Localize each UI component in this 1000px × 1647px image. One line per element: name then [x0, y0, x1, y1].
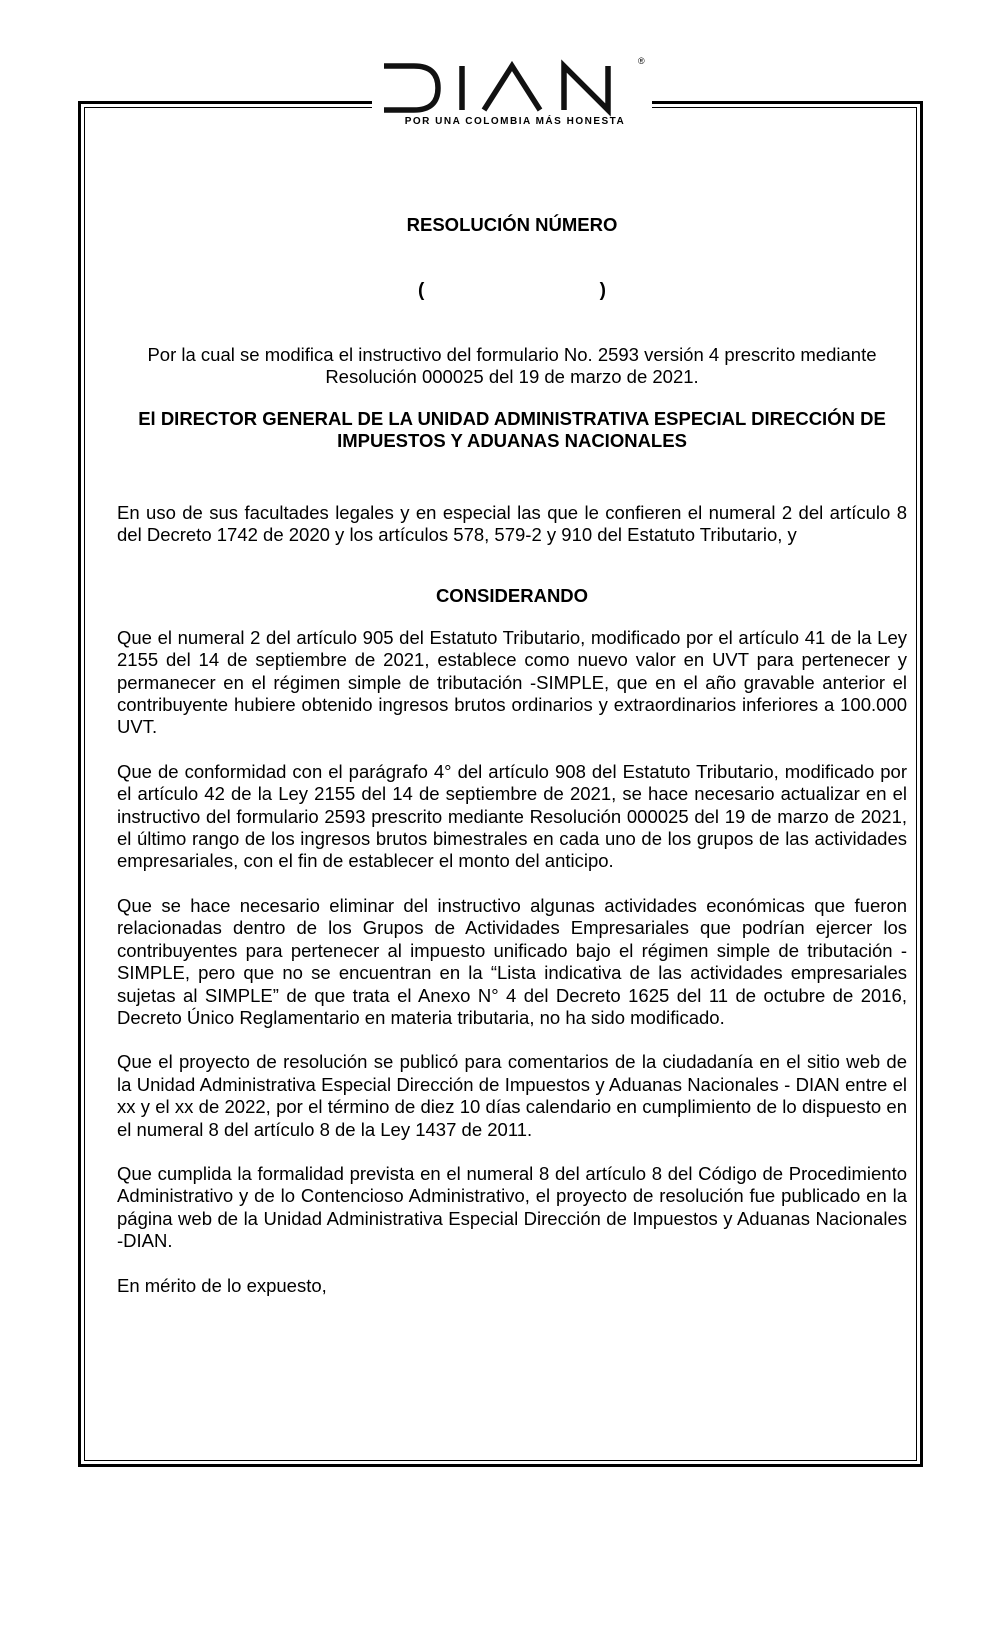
- logo-tagline: POR UNA COLOMBIA MÁS HONESTA: [404, 116, 626, 127]
- resolution-summary: Por la cual se modifica el instructivo del formulario No. 2593 versión 4 prescrito mediante Resolución 000025 del 19 de marzo de 2021.: [147, 344, 877, 387]
- considerando-paragraph: Que el numeral 2 del artículo 905 del Estatuto Tributario, modificado por el artículo 41 de la Ley 2155 del 14 de septiembre de 2021, establece como nuevo valor en UVT para pertenecer y permanecer en el régimen simple de tributación -SIMPLE, que en el año gravable anterior el contribuyente hubiere obtenido ingresos brutos ordinarios y extraordinarios inferiores a 100.000 UVT.: [117, 626, 907, 738]
- considerando-paragraph: Que cumplida la formalidad prevista en el numeral 8 del artículo 8 del Código de Procedimiento Administrativo y de lo Contencioso Administrativo, el proyecto de resolución fue publicado en la página web de la Unidad Administrativa Especial Dirección de Impuestos y Aduanas Nacionales -DIAN.: [117, 1162, 907, 1252]
- considerando-paragraph: Que el proyecto de resolución se publicó para comentarios de la ciudadanía en el sitio web de la Unidad Administrativa Especial Dirección de Impuestos y Aduanas Nacionales - DIAN entre el xx y el xx de 2022, por el término de diez 10 días calendario en cumplimiento de lo dispuesto en el numeral 8 del artículo 8 de la Ley 1437 de 2011.: [117, 1051, 907, 1140]
- considerando-paragraph: Que se hace necesario eliminar del instructivo algunas actividades económicas que fueron relacionadas dentro de los Grupos de Actividades Empresariales que podrían ejercer los contribuyentes para pertenecer al impuesto unificado bajo el régimen simple de tributación -SIMPLE, pero que no se encuentran en la “Lista indicativa de las actividades empresariales sujetas al SIMPLE” de que trata el Anexo N° 4 del Decreto 1625 del 11 de octubre de 2016, Decreto Único Reglamentario en materia tributaria, no ha sido modificado.: [117, 894, 907, 1028]
- registered-mark: ®: [638, 56, 645, 66]
- considerando-paragraph: Que de conformidad con el parágrafo 4° del artículo 908 del Estatuto Tributario, modificado por el artículo 42 de la Ley 2155 del 14 de septiembre de 2021, se hace necesario actualizar en el instructivo del formulario 2593 prescrito mediante Resolución 000025 del 19 de marzo de 2021, el último rango de los ingresos brutos bimestrales en cada uno de los grupos de las actividades empresariales, con el fin de establecer el monto del anticipo.: [117, 760, 907, 872]
- facultades-paragraph: En uso de sus facultades legales y en especial las que le confieren el numeral 2 del artículo 8 del Decreto 1742 de 2020 y los artículos 578, 579-2 y 910 del Estatuto Tributario, y: [117, 502, 907, 546]
- resolution-title: RESOLUCIÓN NÚMERO: [406, 214, 618, 235]
- resolution-number-placeholder: ( ): [418, 280, 606, 301]
- document-body: [117, 200, 907, 1297]
- closing-paragraph: En mérito de lo expuesto,: [117, 1274, 327, 1296]
- dian-logo: [380, 58, 650, 118]
- director-heading: El DIRECTOR GENERAL DE LA UNIDAD ADMINISTRATIVA ESPECIAL DIRECCIÓN DE IMPUESTOS Y ADUANAS NACIONALES: [138, 408, 886, 451]
- considerando-heading: CONSIDERANDO: [435, 584, 589, 606]
